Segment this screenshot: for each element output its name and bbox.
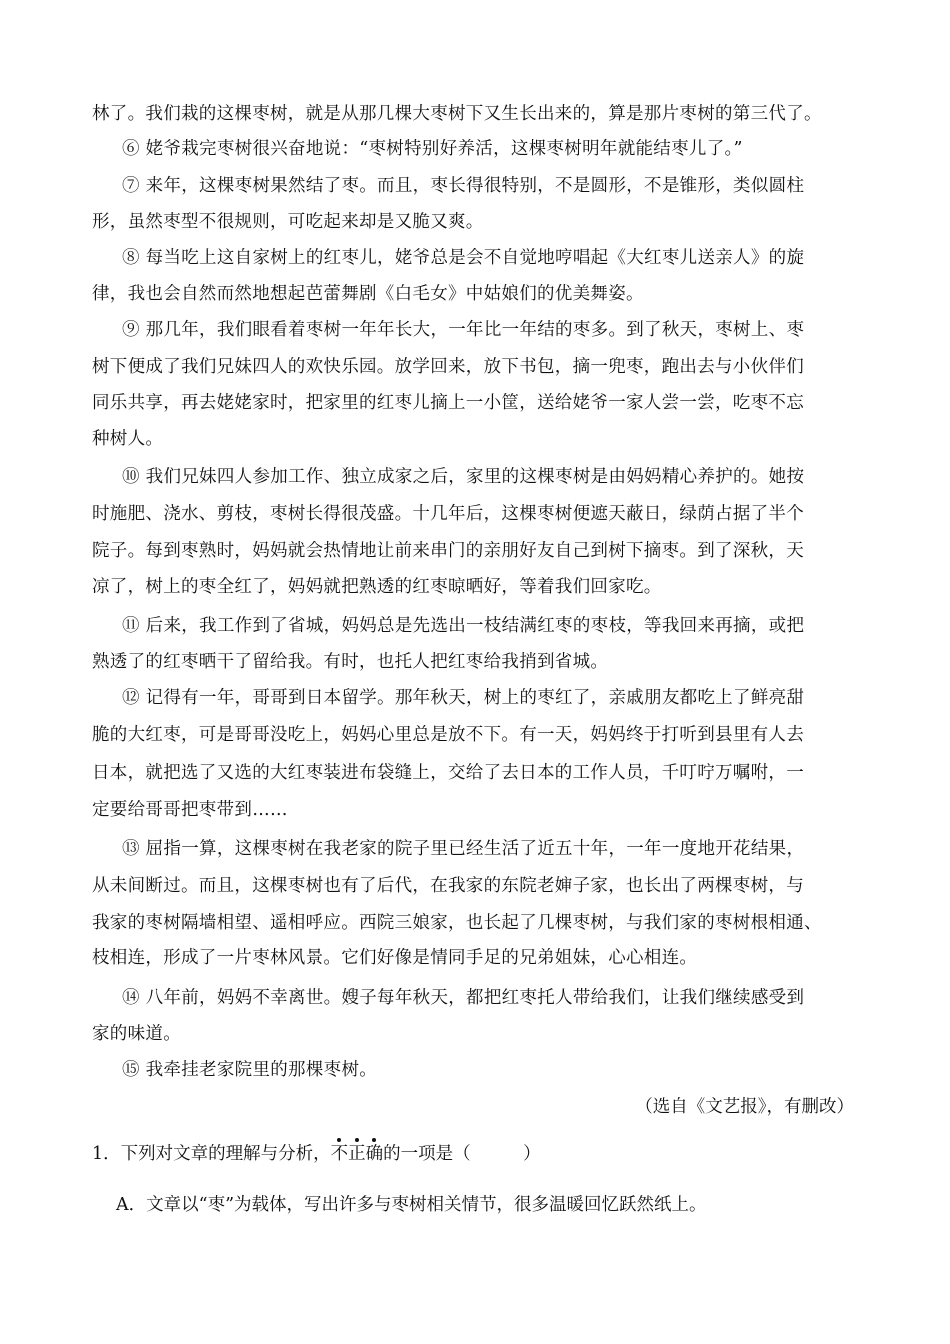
paragraph-line: 院子。每到枣熟时，妈妈就会热情地让前来串门的亲朋好友自己到树下摘枣。到了深秋，天 (92, 541, 804, 561)
paragraph-line: ⑩ 我们兄妹四人参加工作、独立成家之后，家里的这棵枣树是由妈妈精心养护的。她按 (122, 467, 805, 487)
paragraph-line: ⑧ 每当吃上这自家树上的红枣儿，姥爷总是会不自觉地哼唱起《大红枣儿送亲人》的旋 (122, 248, 805, 268)
paragraph-line: ⑭ 八年前，妈妈不幸离世。嫂子每年秋天，都把红枣托人带给我们，让我们继续感受到 (122, 988, 805, 1008)
paragraph-line: 林了。我们栽的这棵枣树，就是从那几棵大枣树下又生长出来的，算是那片枣树的第三代了。 (92, 104, 822, 124)
paragraph-line: 枝相连，形成了一片枣林风景。它们好像是情同手足的兄弟姐妹，心心相连。 (92, 948, 698, 968)
option-a: A．文章以“枣”为载体，写出许多与枣树相关情节，很多温暖回忆跃然纸上。 (116, 1195, 707, 1215)
question-1 (92, 1142, 541, 1166)
paragraph-line: ⑥ 姥爷栽完枣树很兴奋地说：“枣树特别好养活，这棵枣树明年就能结枣儿了。” (122, 139, 743, 159)
paragraph-line: 定要给哥哥把枣带到…… (92, 800, 288, 820)
paragraph-line: ⑫ 记得有一年，哥哥到日本留学。那年秋天，树上的枣红了，亲戚朋友都吃上了鲜亮甜 (122, 688, 805, 708)
paragraph-line: 熟透了的红枣晒干了留给我。有时，也托人把红枣给我捎到省城。 (92, 652, 609, 672)
paragraph-line: 脆的大红枣，可是哥哥没吃上，妈妈心里总是放不下。有一天，妈妈终于打听到县里有人去 (92, 725, 804, 745)
paragraph-line: 凉了，树上的枣全红了，妈妈就把熟透的红枣晾晒好，等着我们回家吃。 (92, 577, 662, 597)
paragraph-line: 形，虽然枣型不很规则，可吃起来却是又脆又爽。 (92, 212, 484, 232)
paragraph-line: 家的味道。 (92, 1024, 181, 1044)
source-citation: （选自《文艺报》，有删改） (635, 1097, 854, 1117)
paragraph-line: 树下便成了我们兄妹四人的欢快乐园。放学回来，放下书包，摘一兜枣，跑出去与小伙伴们 (92, 357, 804, 377)
paragraph-line: ⑨ 那几年，我们眼看着枣树一年年长大，一年比一年结的枣多。到了秋天，枣树上、枣 (122, 320, 805, 340)
paragraph-line: 律，我也会自然而然地想起芭蕾舞剧《白毛女》中姑娘们的优美舞姿。 (92, 284, 644, 304)
question-suffix: 的一项是（ ） (383, 1144, 541, 1164)
paragraph-line: 从未间断过。而且，这棵枣树也有了后代，在我家的东院老婶子家，也长出了两棵枣树，与 (92, 876, 804, 896)
paragraph-line: ⑬ 屈指一算，这棵枣树在我老家的院子里已经生活了近五十年，一年一度地开花结果， (122, 839, 805, 859)
paragraph-line: 种树人。 (92, 429, 164, 449)
emphasis-char: 正 (348, 1144, 366, 1164)
paragraph-line: ⑦ 来年，这棵枣树果然结了枣。而且，枣长得很特别，不是圆形，不是锥形，类似圆柱 (122, 176, 805, 196)
paragraph-line: 日本，就把选了又选的大红枣装进布袋缝上，交给了去日本的工作人员，千叮咛万嘱咐，一 (92, 763, 804, 783)
paragraph-line: 同乐共享，再去姥姥家时，把家里的红枣儿摘上一小筐，送给姥爷一家人尝一尝，吃枣不忘 (92, 393, 804, 413)
paragraph-line: 时施肥、浇水、剪枝，枣树长得很茂盛。十几年后，这棵枣树便遮天蔽日，绿荫占据了半个 (92, 504, 804, 524)
emphasis-char: 确 (365, 1144, 384, 1164)
paragraph-line: ⑮ 我牵挂老家院里的那棵枣树。 (122, 1060, 378, 1080)
paragraph-line: 我家的枣树隔墙相望、遥相呼应。西院三娘家，也长起了几棵枣树，与我们家的枣树根相通、 (92, 913, 822, 933)
question-prefix: 1．下列对文章的理解与分析， (92, 1144, 331, 1164)
paragraph-line: ⑪ 后来，我工作到了省城，妈妈总是先选出一枝结满红枣的枣枝，等我回来再摘，或把 (122, 616, 805, 636)
emphasis-char: 不 (330, 1144, 349, 1164)
